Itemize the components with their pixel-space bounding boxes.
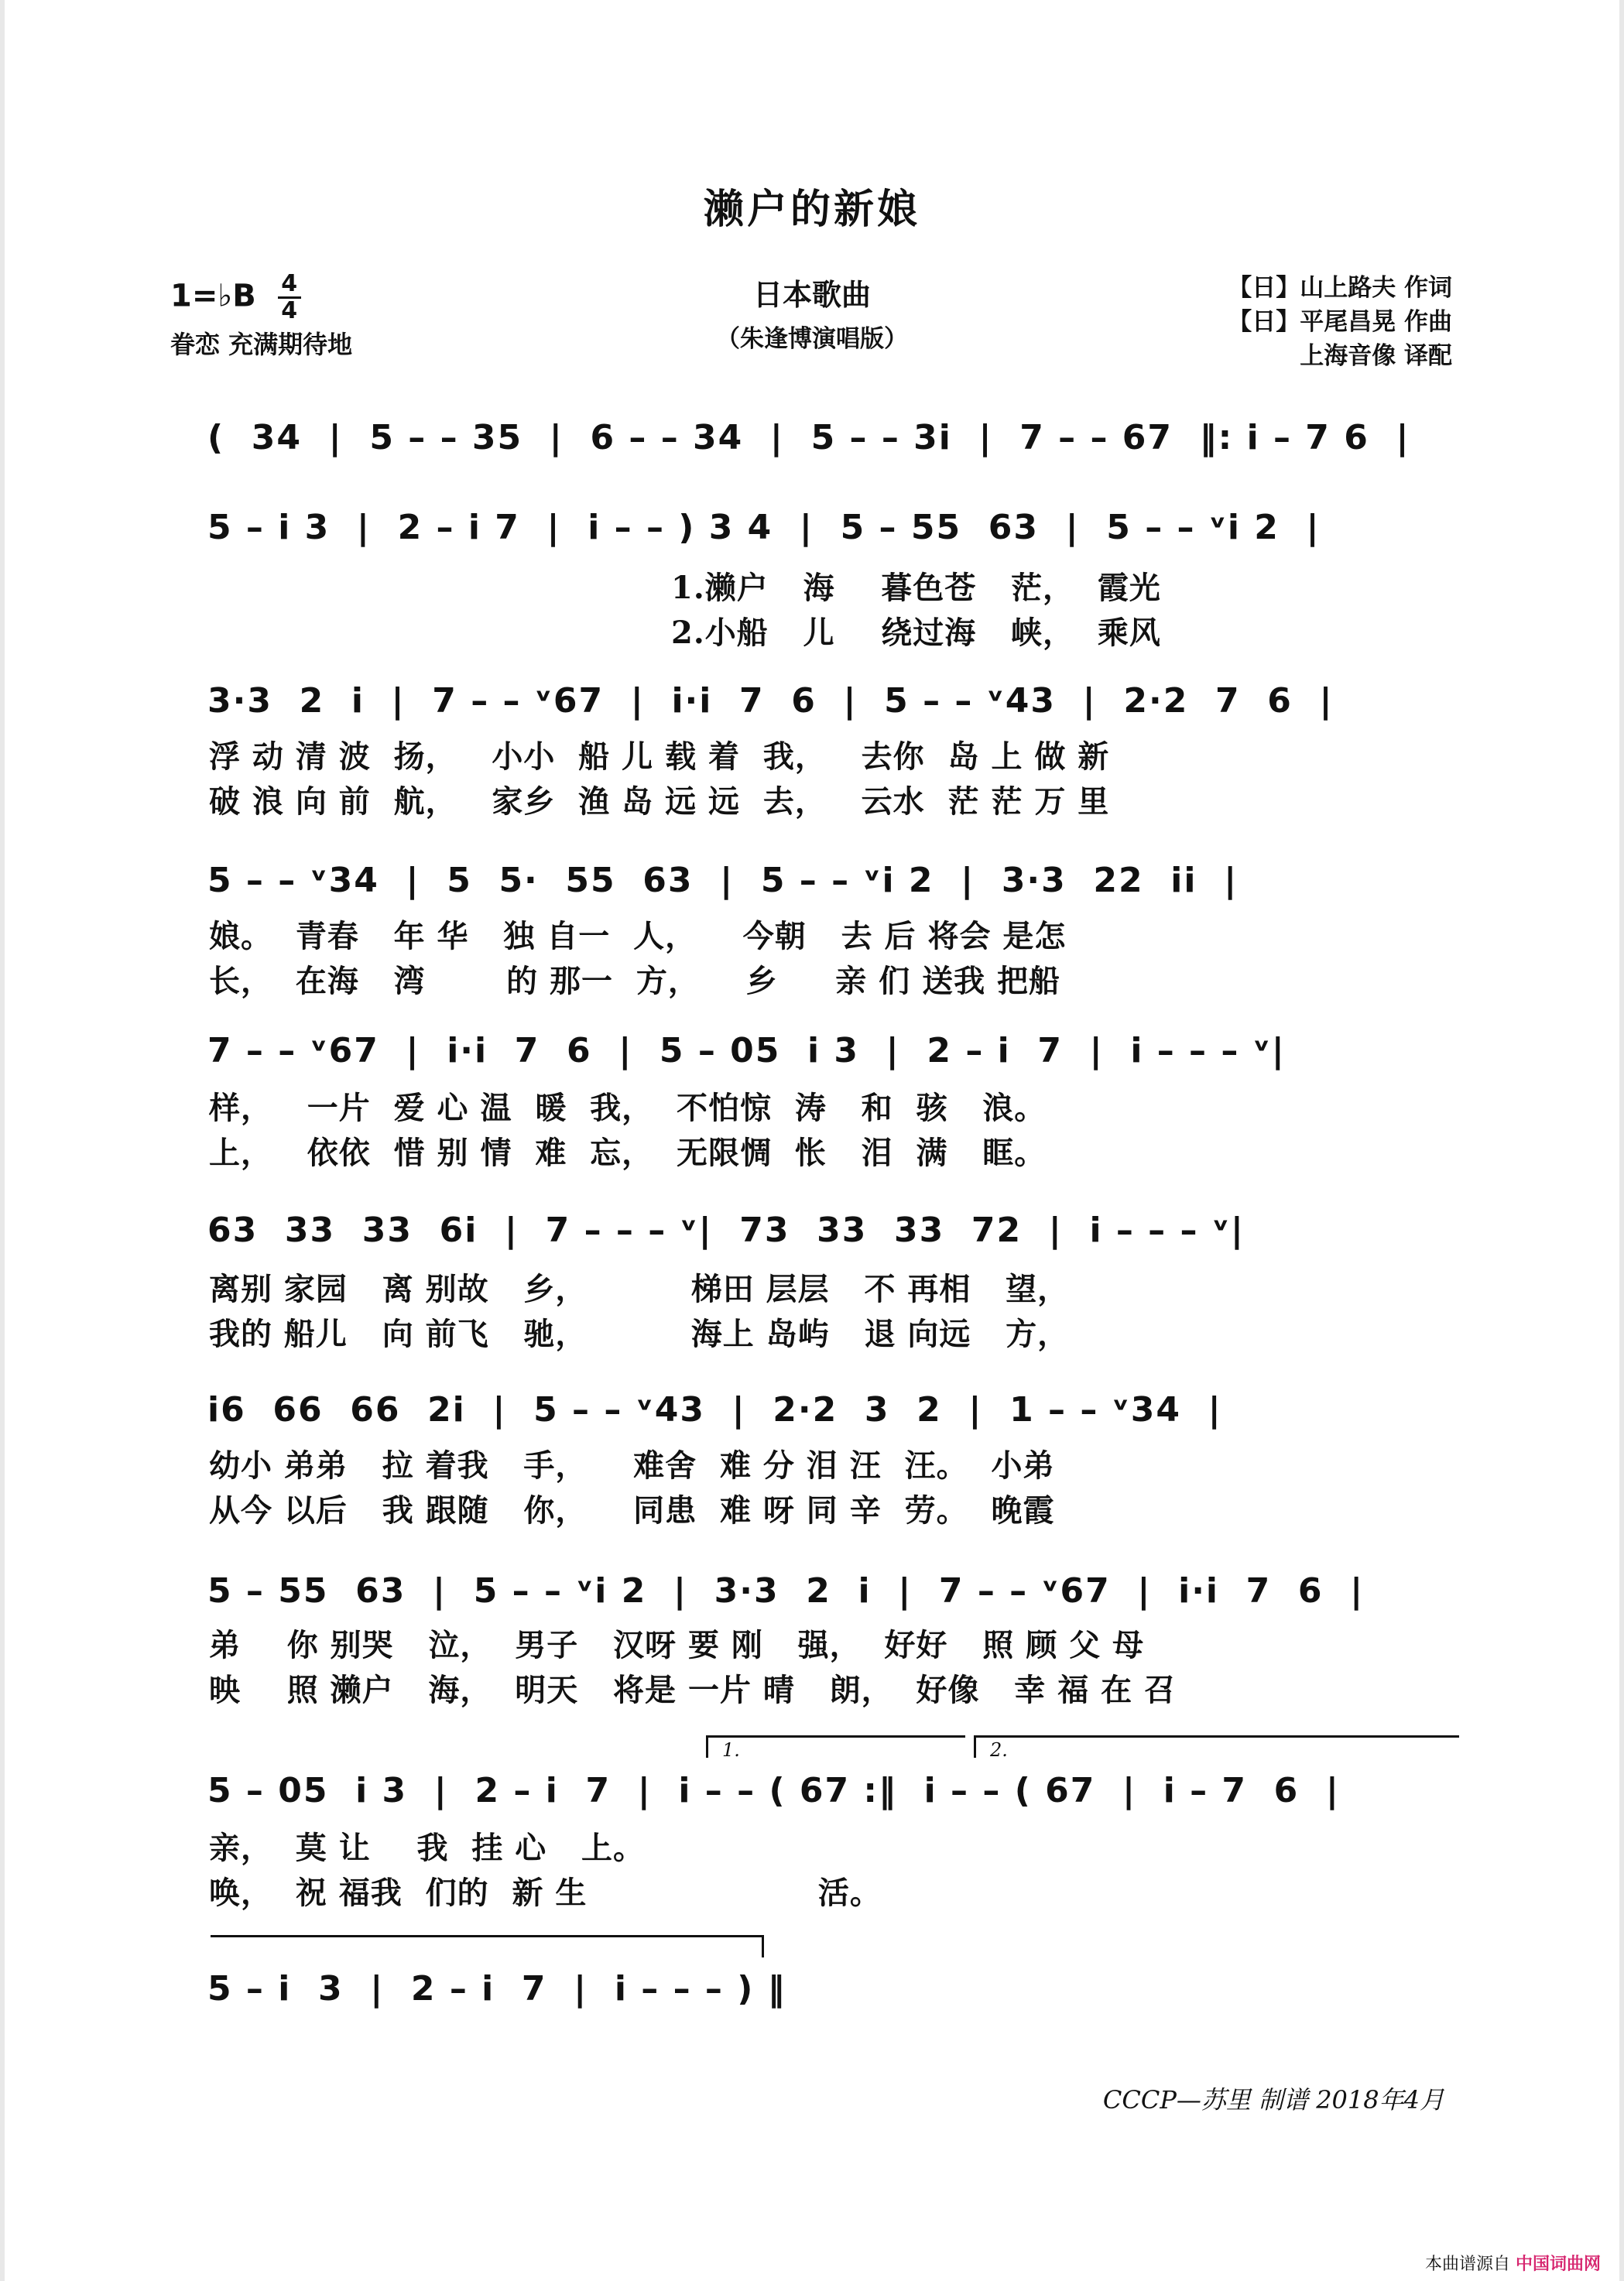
lyric-line: 样， 一片 爱 心 温 暖 我， 不怕惊 涛 和 骇 浪。 xyxy=(209,1090,1047,1126)
notation-line: 3·3 2 i | 7 – – ᵛ67 | i·i 7 6 | 5 – – ᵛ43 | 2·2 7 6 | xyxy=(207,681,1334,721)
lyric-line: 唤， 祝 福我 们的 新 生 活。 xyxy=(209,1875,882,1911)
lyric-line: 1.濑户 海 暮色苍 茫， 霞光 xyxy=(209,570,1161,606)
notation-line: 7 – – ᵛ67 | i·i 7 6 | 5 – 05 i 3 | 2 – i 7 | i – – – ᵛ| xyxy=(207,1031,1286,1070)
arranger-credit: 上海音像 译配 xyxy=(1300,342,1452,370)
watermark-text: 本曲谱源自 xyxy=(1424,2255,1510,2274)
notation-line: 5 – – ᵛ34 | 5 5· 55 63 | 5 – – ᵛi 2 | 3·3 22 ii | xyxy=(207,861,1239,900)
notation-line: 5 – i 3 | 2 – i 7 | i – – ) 3 4 | 5 – 55 63 | 5 – – ᵛi 2 | xyxy=(207,508,1321,547)
first-ending-label: 1. xyxy=(722,1739,740,1761)
lyric-line: 上， 依依 惜 别 情 难 忘， 无限惆 怅 泪 满 眶。 xyxy=(209,1135,1047,1171)
notation-line: 5 – 55 63 | 5 – – ᵛi 2 | 3·3 2 i | 7 – – ᵛ67 | i·i 7 6 | xyxy=(207,1571,1365,1611)
song-title: 濑户的新娘 xyxy=(703,187,920,233)
lyric-line: 破 浪 向 前 航， 家乡 渔 岛 远 远 去， 云水 茫 茫 万 里 xyxy=(209,783,1110,820)
lyric-line: 幼小 弟弟 拉 着我 手， 难舍 难 分 泪 汪 汪。 小弟 xyxy=(209,1447,1055,1484)
key-label: 1=♭B xyxy=(170,278,256,314)
watermark-brand: 中国词曲网 xyxy=(1515,2255,1601,2274)
lyric-line: 娘。 青春 年 华 独 自一 人， 今朝 去 后 将会 是怎 xyxy=(209,918,1067,954)
notation-line: 5 – i 3 | 2 – i 7 | i – – – ) ‖ xyxy=(207,1969,786,2009)
second-ending-continuation xyxy=(211,1935,764,1957)
lyric-line: 从今 以后 我 跟随 你， 同患 难 呀 同 辛 劳。 晚霞 xyxy=(209,1492,1055,1529)
second-ending-bracket xyxy=(974,1735,1459,1761)
lyric-line: 亲， 莫 让 我 挂 心 上。 xyxy=(209,1830,646,1866)
notation-line: 63 33 33 6i | 7 – – – ᵛ| 73 33 33 72 | i – – – ᵛ| xyxy=(207,1211,1245,1250)
lyric-line: 我的 船儿 向 前飞 驰， 海上 岛屿 退 向远 方， xyxy=(209,1316,1070,1352)
lyric-line: 映 照 濑户 海， 明天 将是 一片 晴 朗， 好像 幸 福 在 召 xyxy=(209,1672,1177,1708)
song-origin: 日本歌曲 xyxy=(752,277,871,312)
lyric-line: 浮 动 清 波 扬， 小小 船 儿 载 着 我， 去你 岛 上 做 新 xyxy=(209,738,1110,775)
lyric-line: 长， 在海 湾 的 那一 方， 乡 亲 们 送我 把船 xyxy=(209,963,1060,999)
expression-mark: 眷恋 充满期待地 xyxy=(170,330,353,359)
notation-line: ( 34 | 5 – – 35 | 6 – – 34 | 5 – – 3i | 7 – – 67 ‖: i – 7 6 | xyxy=(207,418,1410,457)
source-watermark xyxy=(1425,2251,1601,2275)
transcriber-credit: CCCP—苏里 制谱 2018年4月 xyxy=(1102,2085,1444,2115)
lyric-line: 离别 家园 离 别故 乡， 梯田 层层 不 再相 望， xyxy=(209,1271,1070,1307)
time-signature-bottom: 4 xyxy=(281,297,298,324)
first-ending-bracket xyxy=(706,1735,965,1761)
lyric-line: 弟 你 别哭 泣， 男子 汉呀 要 刚 强， 好好 照 顾 父 母 xyxy=(209,1627,1145,1663)
performance-version: （朱逢博演唱版） xyxy=(716,325,908,353)
lyric-line: 2.小船 儿 绕过海 峡， 乘风 xyxy=(209,615,1161,651)
composer-credit: 【日】平尾昌晃 作曲 xyxy=(1228,308,1452,336)
second-ending-label: 2. xyxy=(990,1739,1008,1761)
notation-line: i6 66 66 2i | 5 – – ᵛ43 | 2·2 3 2 | 1 – – ᵛ34 | xyxy=(207,1390,1222,1430)
notation-line: 5 – 05 i 3 | 2 – i 7 | i – – ( 67 :‖ i – – ( 67 | i – 7 6 | xyxy=(207,1771,1340,1810)
time-signature-top: 4 xyxy=(281,270,298,297)
lyricist-credit: 【日】山上路夫 作词 xyxy=(1228,274,1452,302)
